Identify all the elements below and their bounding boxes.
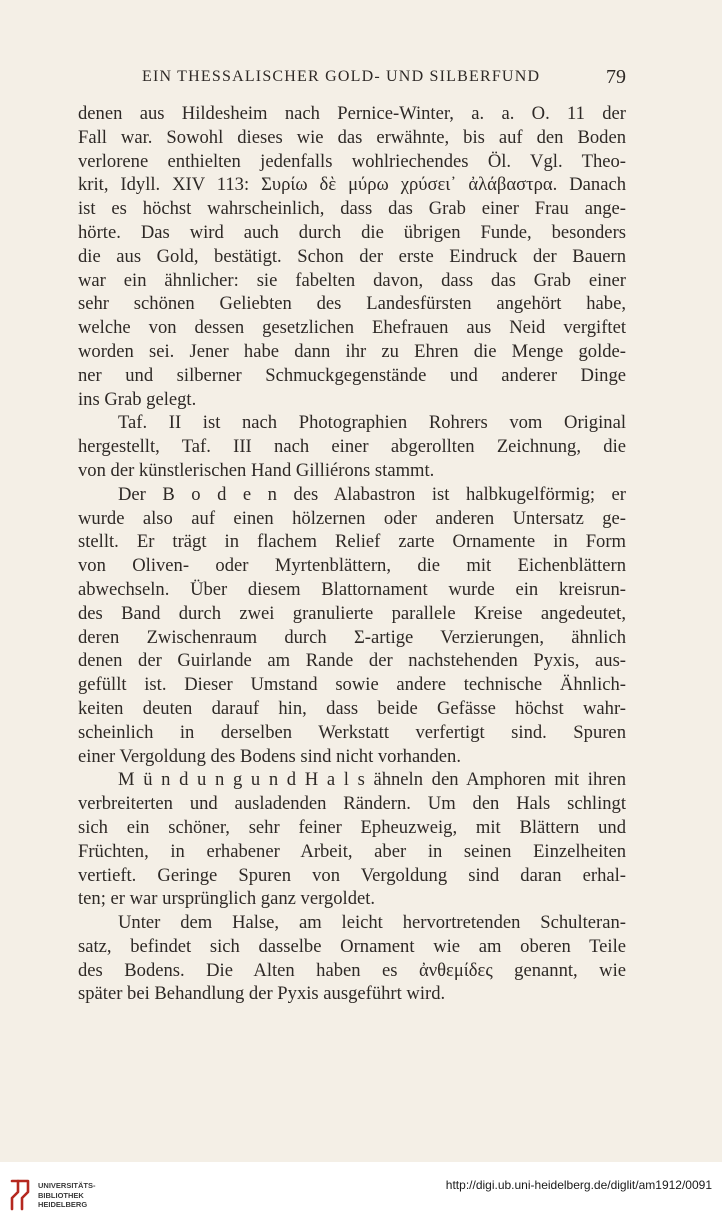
text-line: ner und silberner Schmuckgegenstände und anderer Dinge: [78, 364, 626, 386]
text-line: ten; er war ursprünglich ganz vergoldet.: [78, 888, 376, 910]
text-line: M ü n d u n g u n d H a l s ähneln den Amphoren mit ihren: [118, 769, 626, 791]
text-line: abwechseln. Über diesem Blattornament wurde ein kreisrun-: [78, 578, 626, 600]
text-line: worden sei. Jener habe dann ihr zu Ehren die Menge golde-: [78, 340, 626, 362]
page-header: [78, 66, 626, 94]
text-line: sehr schönen Geliebten des Landesfürsten angehört habe,: [78, 293, 626, 315]
text-line: keiten deuten darauf hin, dass beide Gefässe höchst wahr-: [78, 697, 626, 719]
text-line: Taf. II ist nach Photographien Rohrers vom Original: [118, 412, 626, 434]
text-line: des Bodens. Die Alten haben es ἀνθεμίδες genannt, wie: [78, 959, 626, 981]
text-line: satz, befindet sich dasselbe Ornament wie am oberen Teile: [78, 935, 626, 957]
text-line: ist es höchst wahrscheinlich, dass das Grab einer Frau ange-: [78, 198, 626, 220]
text-line: verlorene enthielten jedenfalls wohlriechendes Öl. Vgl. Theo-: [78, 150, 626, 172]
text-line: denen aus Hildesheim nach Pernice-Winter, a. a. O. 11 der: [78, 103, 626, 124]
text-line: welche von dessen gesetzlichen Ehefrauen aus Neid vergiftet: [78, 317, 626, 339]
text-line: hergestellt, Taf. III nach einer abgerollten Zeichnung, die: [78, 436, 626, 458]
text-line: Unter dem Halse, am leicht hervortretenden Schulteran-: [118, 912, 626, 934]
text-line: später bei Behandlung der Pyxis ausgeführt wird.: [78, 983, 446, 1005]
text-line: des Band durch zwei granulierte parallele Kreise angedeutet,: [78, 602, 626, 624]
text-line: verbreiterten und ausladenden Rändern. Um den Hals schlingt: [78, 793, 626, 815]
running-head: EIN THESSALISCHER GOLD- UND SILBERFUND: [142, 68, 541, 85]
body-text: [78, 102, 626, 1006]
text-line: ins Grab gelegt.: [78, 388, 197, 410]
footer: [0, 1162, 722, 1224]
page-number: 79: [606, 66, 626, 88]
text-line: gefüllt ist. Dieser Umstand sowie andere technische Ähnlich-: [78, 674, 626, 696]
text-line: war ein ähnlicher: sie fabelten davon, dass das Grab einer: [78, 269, 626, 291]
text-line: hörte. Das wird auch durch die übrigen Funde, besonders: [78, 221, 626, 243]
text-line: denen der Guirlande am Rande der nachstehenden Pyxis, aus-: [78, 650, 626, 672]
text-line: sich ein schöner, sehr feiner Epheuzweig, mit Blättern und: [78, 816, 626, 838]
text-line: von der künstlerischen Hand Gilliérons stammt.: [78, 459, 435, 481]
document-url-link[interactable]: http://digi.ub.uni-heidelberg.de/diglit/am1912/0091: [445, 1178, 712, 1192]
heidelberg-library-logo-icon: [8, 1178, 32, 1212]
text-line: deren Zwischenraum durch Σ-artige Verzierungen, ähnlich: [78, 626, 626, 648]
library-logo[interactable]: [8, 1178, 128, 1216]
text-line: stellt. Er trägt in flachem Relief zarte Ornamente in Form: [78, 531, 626, 553]
text-line: Fall war. Sowohl dieses wie das erwähnte, bis auf den Boden: [78, 126, 626, 148]
text-line: scheinlich in derselben Werkstatt verfertigt sind. Spuren: [78, 721, 626, 743]
text-line: krit, Idyll. XIV 113: Συρίω δὲ μύρω χρύσει᾽ ἀλάβαστρα. Danach: [78, 174, 626, 196]
text-line: wurde also auf einen hölzernen oder anderen Untersatz ge-: [78, 507, 626, 529]
text-line: die aus Gold, bestätigt. Schon der erste Eindruck der Bauern: [78, 245, 626, 267]
text-line: von Oliven- oder Myrtenblättern, die mit Eichenblättern: [78, 555, 626, 577]
text-line: Früchten, in erhabener Arbeit, aber in seinen Einzelheiten: [78, 840, 626, 862]
text-line: Der B o d e n des Alabastron ist halbkugelförmig; er: [118, 483, 626, 505]
text-line: vertieft. Geringe Spuren von Vergoldung sind daran erhal-: [78, 864, 626, 886]
text-line: einer Vergoldung des Bodens sind nicht vorhanden.: [78, 745, 462, 767]
library-logo-text: UNIVERSITÄTS- BIBLIOTHEK HEIDELBERG: [38, 1181, 96, 1209]
